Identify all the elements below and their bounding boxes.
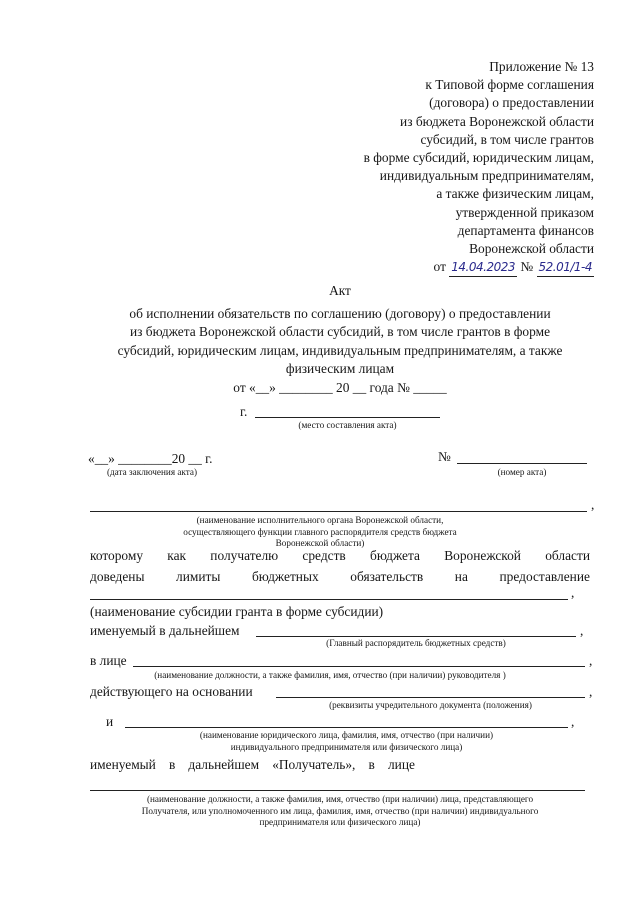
appendix-line: субсидий, в том числе грантов	[420, 131, 594, 147]
caption-line: (наименование исполнительного органа Воронежской области,	[196, 515, 444, 525]
word: лимиты	[176, 569, 221, 584]
basis-caption: (реквизиты учредительного документа (положения)	[329, 700, 532, 710]
word: доведены	[90, 569, 145, 584]
and-prefix: и	[106, 714, 114, 729]
act-date-line: от «__» ________ 20 __ года № _____	[233, 379, 447, 395]
place-field[interactable]	[255, 417, 440, 418]
caption-line: Получателя, или уполномоченного им лица, фамилия, имя, отчество (при наличии) индивидуального	[141, 805, 539, 816]
caption-line: Воронежской области)	[275, 538, 365, 548]
appendix-line: (договора) о предоставлении	[429, 95, 594, 111]
word: как	[167, 548, 187, 563]
recipient-line	[90, 757, 415, 773]
word: в	[368, 757, 375, 772]
word: области	[545, 548, 590, 563]
appendix-line: утвержденной приказом	[455, 204, 594, 220]
and-caption	[125, 730, 568, 753]
conclusion-date: «__» ________20 __ г.	[88, 451, 213, 466]
appendix-line: а также физическим лицам,	[436, 186, 594, 202]
person-field[interactable]	[133, 666, 585, 667]
caption-line: (наименование юридического лица, фамилия, имя, отчество (при наличии)	[199, 730, 494, 740]
act-title-line: физическим лицам	[285, 361, 395, 377]
appendix-line: в форме субсидий, юридическим лицам,	[363, 150, 594, 166]
word: дальнейшем	[188, 757, 260, 772]
body-line-1	[90, 548, 590, 564]
handwritten-number: 52.01/1-4	[537, 258, 595, 277]
person-prefix: в лице	[90, 653, 127, 668]
appendix-line: департамента финансов	[457, 222, 594, 238]
organ-comma: ,	[591, 497, 595, 512]
act-title-line: из бюджета Воронежской области субсидий, в том числе грантов в форме	[129, 324, 551, 340]
named-caption: (Главный распорядитель бюджетных средств)	[326, 638, 506, 648]
word: средств	[302, 548, 346, 563]
representative-field[interactable]	[90, 790, 585, 791]
caption-line: осуществляющего функции главного распорядителя средств бюджета	[183, 526, 457, 537]
word: обязательств	[350, 569, 424, 584]
named-prefix: именуемый в дальнейшем	[90, 623, 240, 638]
named-comma: ,	[580, 623, 584, 638]
place-caption: (место составления акта)	[298, 420, 397, 430]
and-field[interactable]	[125, 727, 568, 728]
act-number-field[interactable]	[457, 463, 587, 464]
caption-line: предпринимателя или физического лица)	[259, 817, 421, 827]
act-title-line: субсидий, юридическим лицам, индивидуальным предпринимателям, а также	[117, 342, 563, 358]
word: которому	[90, 548, 144, 563]
basis-comma: ,	[589, 684, 593, 699]
body-line-2	[90, 569, 590, 585]
appendix-line: из бюджета Воронежской области	[400, 113, 594, 129]
organ-field[interactable]	[90, 511, 587, 512]
person-caption: (наименование должности, а также фамилия, имя, отчество (при наличии) руководителя )	[154, 670, 506, 680]
representative-caption	[80, 794, 600, 829]
date-prefix: от	[433, 259, 446, 275]
caption-line: (наименование должности, а также фамилия, имя, отчество (при наличии) лица, представляющего	[146, 794, 534, 804]
conclusion-date-caption: (дата заключения акта)	[106, 467, 198, 477]
word: бюджетных	[251, 569, 319, 584]
subsidy-field[interactable]	[90, 599, 568, 600]
word: получателю	[210, 548, 279, 563]
appendix-block	[274, 58, 594, 277]
act-number-caption: (номер акта)	[497, 467, 547, 477]
appendix-line: к Типовой форме соглашения	[425, 77, 594, 93]
subsidy-comma: ,	[571, 585, 575, 600]
caption-line: индивидуального предпринимателя или физического лица)	[230, 741, 463, 752]
basis-prefix: действующего на основании	[90, 684, 253, 699]
act-title-line: об исполнении обязательств по соглашению (договору) о предоставлении	[129, 305, 551, 321]
word: предоставление	[499, 569, 590, 584]
named-field[interactable]	[256, 636, 576, 637]
appendix-line: Приложение № 13	[489, 59, 594, 74]
word: именуемый	[90, 757, 156, 772]
act-number-prefix: №	[438, 449, 451, 464]
word: бюджета	[370, 548, 420, 563]
basis-field[interactable]	[276, 697, 585, 698]
subsidy-caption: (наименование субсидии гранта в форме субсидии)	[90, 604, 384, 619]
appendix-line: Воронежской области	[469, 241, 594, 257]
and-comma: ,	[571, 714, 575, 729]
act-heading: Акт	[329, 283, 351, 298]
word: «Получатель»,	[272, 757, 356, 772]
word: лице	[387, 757, 415, 772]
act-title	[60, 282, 620, 398]
number-prefix: №	[520, 259, 534, 275]
word: на	[454, 569, 468, 584]
place-prefix: г.	[240, 404, 248, 419]
handwritten-date: 14.04.2023	[449, 258, 517, 277]
appendix-date-line	[274, 258, 594, 277]
word: Воронежской	[444, 548, 521, 563]
person-comma: ,	[589, 653, 593, 668]
word: в	[168, 757, 176, 772]
appendix-line: индивидуальным предпринимателям,	[379, 168, 594, 184]
organ-caption	[110, 515, 530, 550]
